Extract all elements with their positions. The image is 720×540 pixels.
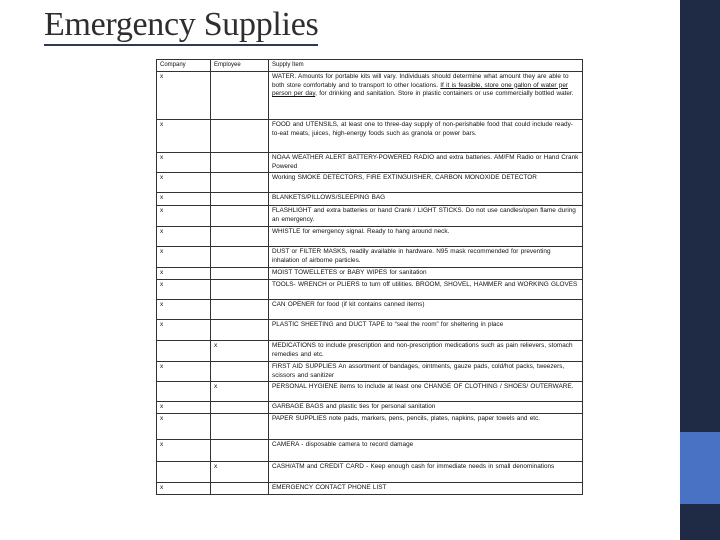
table-row: [157, 72, 583, 120]
employee-mark: [211, 120, 269, 153]
employee-mark: [211, 247, 269, 268]
employee-mark: [211, 227, 269, 247]
company-mark: x: [157, 268, 211, 280]
supply-item-emphasis: If it is feasible, store one gallon of water per person per day: [272, 81, 569, 97]
company-mark: x: [157, 362, 211, 382]
company-mark: x: [157, 247, 211, 268]
employee-mark: x: [211, 461, 269, 482]
employee-mark: [211, 300, 269, 320]
supply-item: MOIST TOWELLETES or BABY WIPES for sanitation: [269, 268, 583, 280]
table-header-row: [157, 60, 583, 72]
employee-mark: [211, 72, 269, 120]
supply-item: FLASHLIGHT and extra batteries or hand Crank / LIGHT STICKS. Do not use candles/open flame during an emergency.: [269, 206, 583, 227]
supply-item: TOOLS- WRENCH or PLIERS to turn off utilities. BROOM, SHOVEL, HAMMER and WORKING GLOVES: [269, 280, 583, 300]
supply-item: CAN OPENER for food (if kit contains canned items): [269, 300, 583, 320]
company-mark: x: [157, 173, 211, 193]
company-mark: [157, 341, 211, 362]
table-row: [157, 206, 583, 227]
employee-mark: [211, 413, 269, 439]
employee-mark: [211, 482, 269, 494]
company-mark: x: [157, 72, 211, 120]
supply-item: PAPER SUPPLIES note pads, markers, pens, pencils, plates, napkins, paper towels and etc.: [269, 413, 583, 439]
supply-item: WHISTLE for emergency signal. Ready to hang around neck.: [269, 227, 583, 247]
company-mark: x: [157, 402, 211, 414]
table-row: [157, 120, 583, 153]
table-row: [157, 482, 583, 494]
supply-item: DUST or FILTER MASKS, readily available in hardware. N95 mask recommended for preventing inhalation of airborne particles.: [269, 247, 583, 268]
company-mark: x: [157, 280, 211, 300]
company-mark: x: [157, 193, 211, 206]
company-mark: x: [157, 120, 211, 153]
header-supply-item: Supply Item: [269, 60, 583, 72]
employee-mark: [211, 402, 269, 414]
employee-mark: [211, 173, 269, 193]
table-row: [157, 382, 583, 402]
table-row: [157, 413, 583, 439]
company-mark: x: [157, 320, 211, 341]
company-mark: x: [157, 153, 211, 173]
table-row: [157, 153, 583, 173]
table-row: [157, 300, 583, 320]
employee-mark: x: [211, 382, 269, 402]
table-row: [157, 439, 583, 461]
supply-item: MEDICATIONS to include prescription and non-prescription medications such as pain relievers, stomach remedies and etc.: [269, 341, 583, 362]
supply-item: CASH/ATM and CREDIT CARD - Keep enough cash for immediate needs in small denominations: [269, 461, 583, 482]
supply-item-text-end: , for drinking and sanitation. Store in plastic containers or use commercially bottled water.: [315, 90, 574, 97]
supply-item: PLASTIC SHEETING and DUCT TAPE to “seal the room” for sheltering in place: [269, 320, 583, 341]
table-row: [157, 280, 583, 300]
employee-mark: [211, 268, 269, 280]
company-mark: [157, 382, 211, 402]
supply-item: [269, 72, 583, 120]
header-company: Company: [157, 60, 211, 72]
company-mark: [157, 461, 211, 482]
sidebar-accent-tab: [680, 432, 720, 504]
employee-mark: [211, 153, 269, 173]
supply-item: EMERGENCY CONTACT PHONE LIST: [269, 482, 583, 494]
table-row: [157, 268, 583, 280]
employee-mark: [211, 439, 269, 461]
employee-mark: [211, 193, 269, 206]
table-row: [157, 193, 583, 206]
table-row: [157, 247, 583, 268]
employee-mark: x: [211, 341, 269, 362]
supply-item: BLANKETS/PILLOWS/SLEEPING BAG: [269, 193, 583, 206]
supply-item: CAMERA - disposable camera to record damage: [269, 439, 583, 461]
table-row: [157, 173, 583, 193]
table-row: [157, 341, 583, 362]
company-mark: x: [157, 482, 211, 494]
supply-item: NOAA WEATHER ALERT BATTERY-POWERED RADIO and extra batteries. AM/FM Radio or Hand Crank Powered: [269, 153, 583, 173]
employee-mark: [211, 320, 269, 341]
company-mark: x: [157, 227, 211, 247]
table-row: [157, 362, 583, 382]
employee-mark: [211, 206, 269, 227]
supply-item: GARBAGE BAGS and plastic ties for personal sanitation: [269, 402, 583, 414]
table-row: [157, 227, 583, 247]
table-row: [157, 402, 583, 414]
company-mark: x: [157, 206, 211, 227]
supply-item-text: WATER. Amounts for portable kits will vary. Individuals should determine what amount they are able to both store comfortably and to transport to other locations.: [272, 73, 569, 89]
company-mark: x: [157, 439, 211, 461]
employee-mark: [211, 280, 269, 300]
right-sidebar-bar: [680, 0, 720, 540]
header-employee: Employee: [211, 60, 269, 72]
supply-item: FIRST AID SUPPLIES An assortment of bandages, ointments, gauze pads, cold/hot packs, tweezers, scissors and sanitizer: [269, 362, 583, 382]
supplies-table: [156, 59, 583, 495]
supply-item: Working SMOKE DETECTORS, FIRE EXTINGUISHER, CARBON MONOXIDE DETECTOR: [269, 173, 583, 193]
title-underline: [44, 44, 318, 46]
supply-item: FOOD and UTENSILS, at least one to three-day supply of non-perishable food that could include ready-to-eat meats, juices, high-energy foods such as granola or power bars.: [269, 120, 583, 153]
company-mark: x: [157, 413, 211, 439]
table-row: [157, 320, 583, 341]
company-mark: x: [157, 300, 211, 320]
employee-mark: [211, 362, 269, 382]
supply-item: PERSONAL HYGIENE items to include at least one CHANGE OF CLOTHING / SHOES/ OUTERWARE.: [269, 382, 583, 402]
table-row: [157, 461, 583, 482]
page-title: Emergency Supplies: [44, 6, 319, 43]
